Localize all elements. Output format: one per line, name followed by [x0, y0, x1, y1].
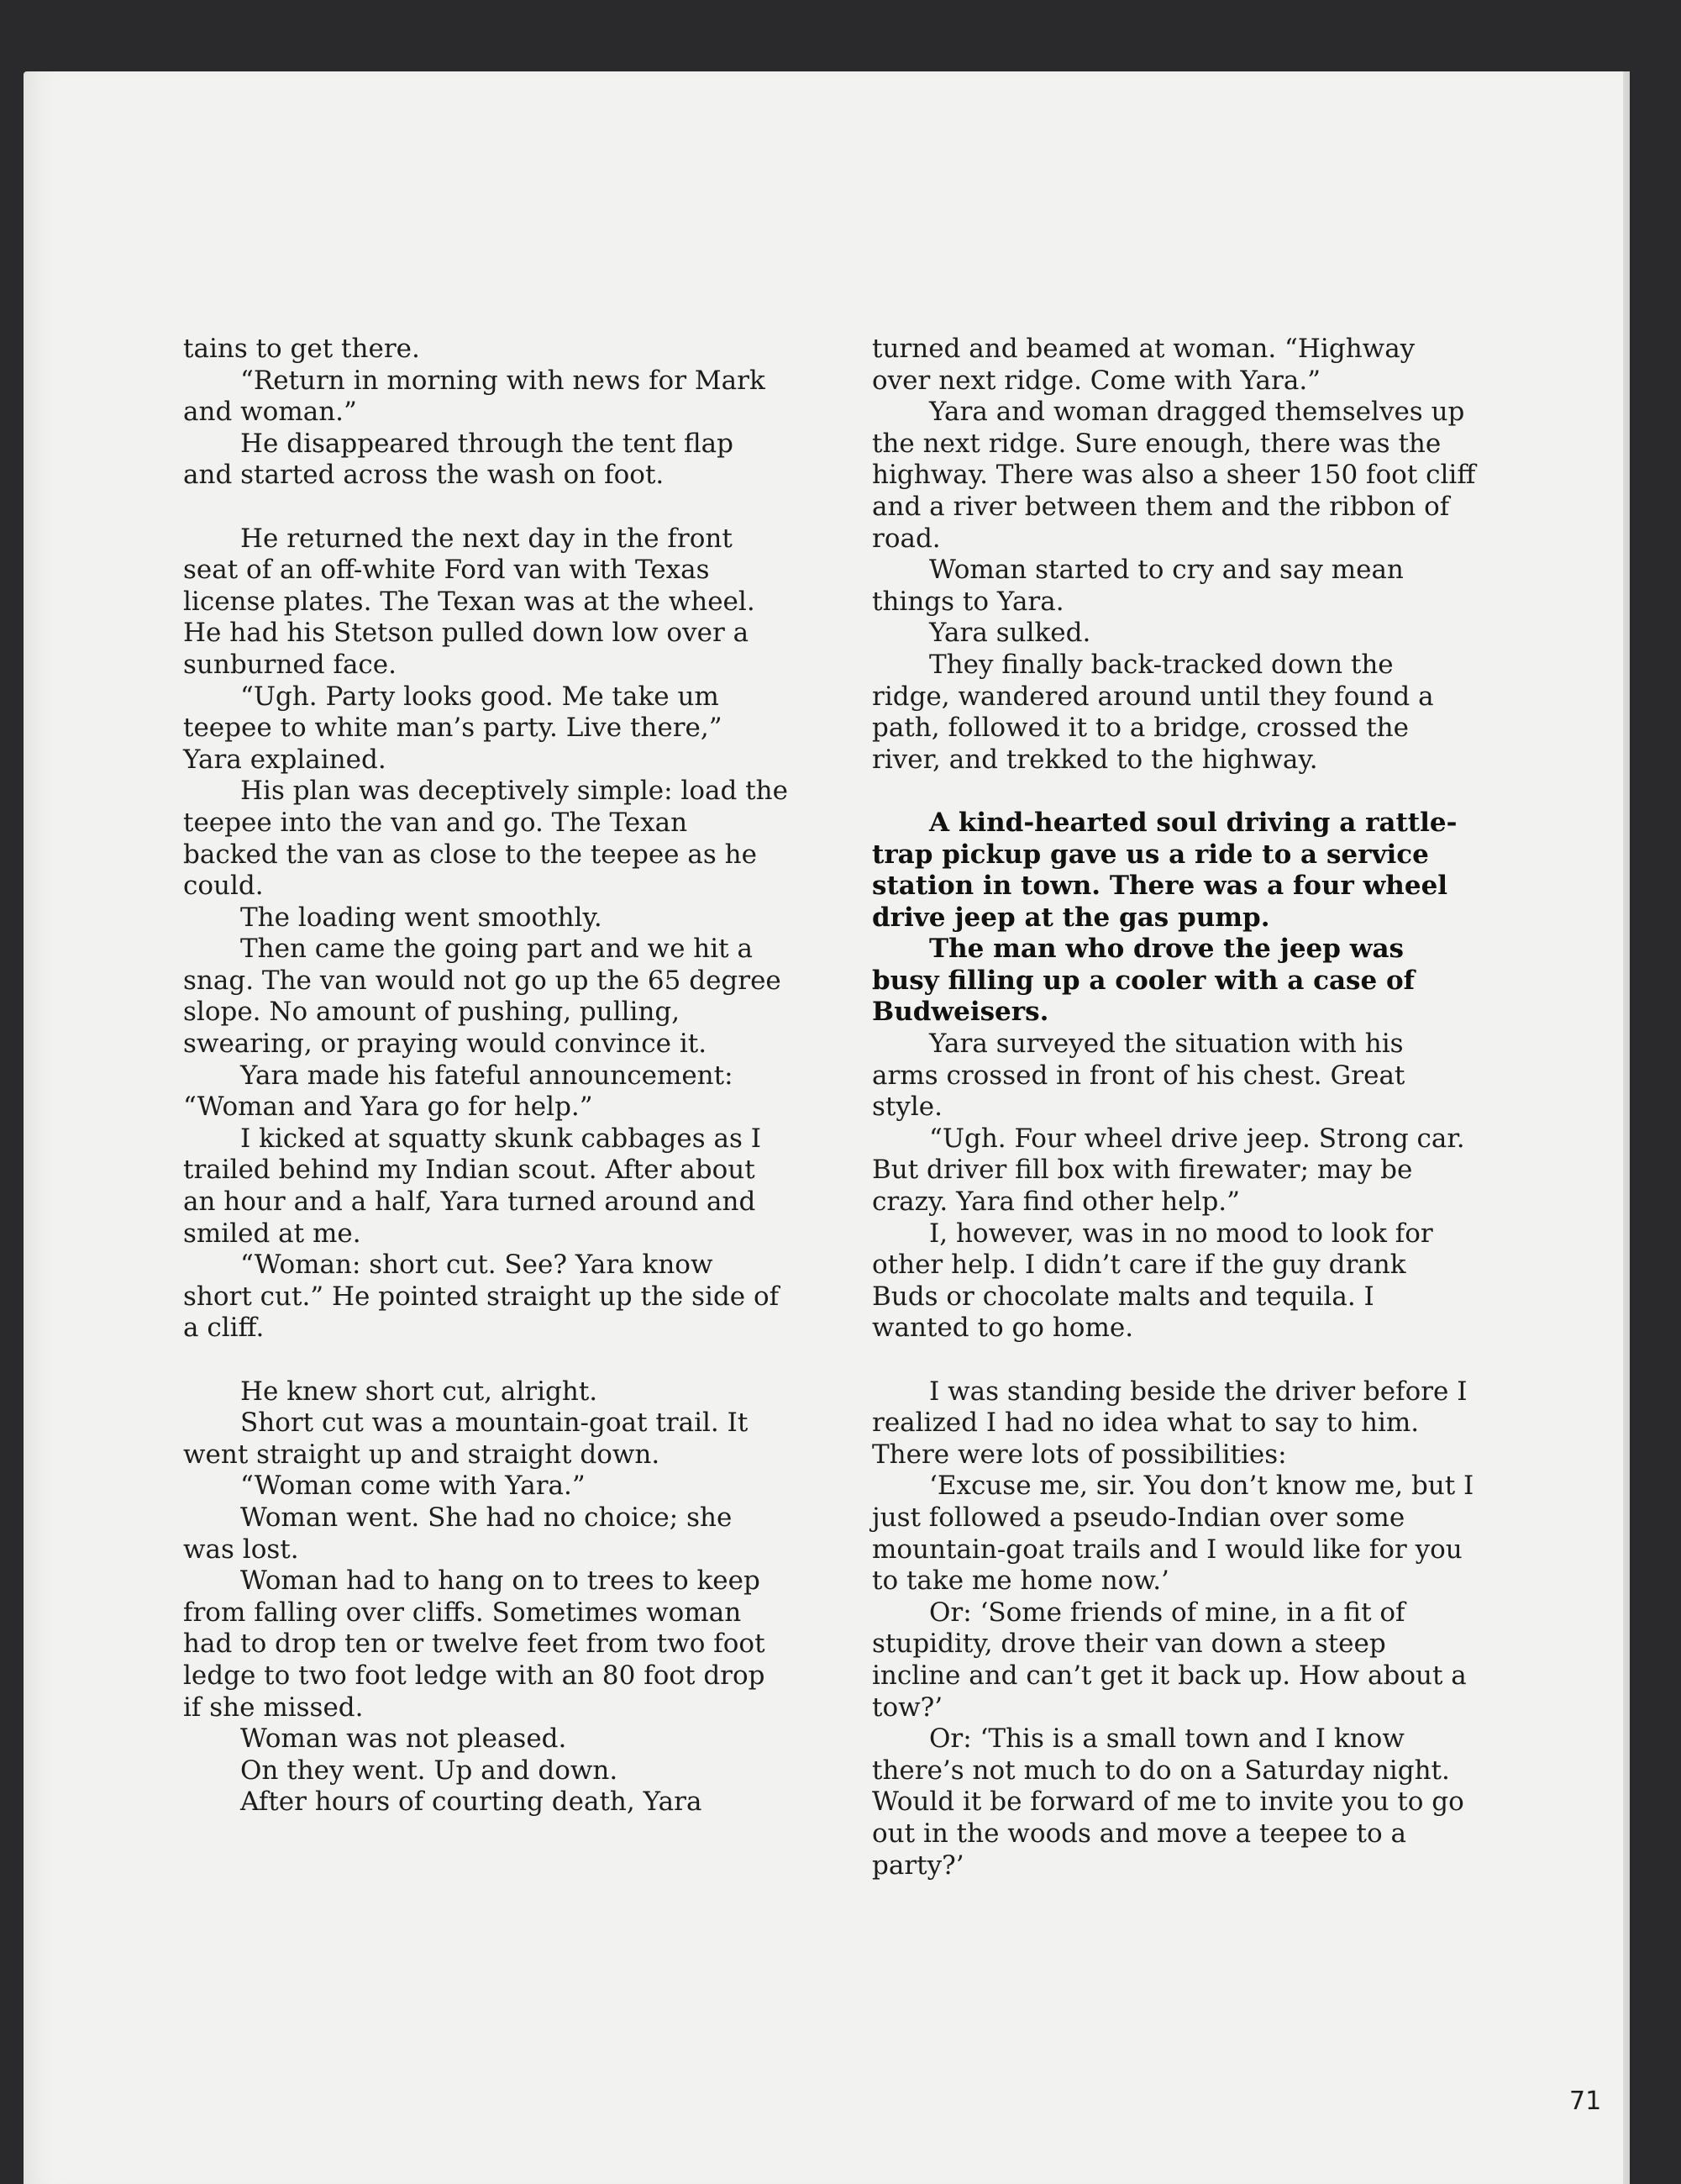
right-text-column — [872, 334, 1477, 1881]
paragraph: They finally back-tracked down the ridge, wandered around until they found a path, followed it to a bridge, crossed the river, and trekked to the highway. — [872, 649, 1434, 775]
paragraph-gap — [183, 1345, 788, 1376]
paragraph: “Woman come with Yara.” — [240, 1471, 586, 1502]
paragraph: Woman had to hang on to trees to keep from falling over cliffs. Sometimes woman had to drop ten or twelve feet from two foot ledge to two foot ledge with an 80 foot drop if she missed. — [183, 1566, 765, 1723]
paragraph: I kicked at squatty skunk cabbages as I trailed behind my Indian scout. After about an hour and a half, Yara turned around and smiled at me. — [183, 1123, 761, 1249]
paragraph: His plan was deceptively simple: load the teepee into the van and go. The Texan backed the van as close to the teepee as he could. — [183, 776, 788, 902]
paragraph: The loading went smoothly. — [240, 902, 602, 933]
paragraph: He disappeared through the tent flap and started across the wash on foot. — [183, 428, 734, 491]
paragraph: Woman was not pleased. — [240, 1724, 567, 1755]
paragraph: “Woman: short cut. See? Yara know short cut.” He pointed straight up the side of a cliff. — [183, 1250, 780, 1344]
paragraph: Or: ‘This is a small town and I know there’s not much to do on a Saturday night. Would it be forward of me to invite you to go out in the woods and move a teepee to a party?’ — [872, 1724, 1464, 1881]
paragraph-gap — [872, 776, 1477, 808]
paragraph: Yara and woman dragged themselves up the next ridge. Sure enough, there was the highway. There was also a sheer 150 foot cliff and a river between them and the ribbon of road. — [872, 397, 1476, 554]
paragraph: He returned the next day in the front seat of an off-white Ford van with Texas license plates. The Texan was at the wheel. He had his Stetson pulled down low over a sunburned face. — [183, 523, 755, 680]
paragraph-gap — [183, 492, 788, 524]
paragraph: Short cut was a mountain-goat trail. It went straight up and straight down. — [183, 1408, 749, 1470]
paragraph: Woman went. She had no choice; she was lost. — [183, 1502, 733, 1565]
paragraph: ‘Excuse me, sir. You don’t know me, but I just followed a pseudo-Indian over some mountain-goat trails and I would like for you to take me home now.’ — [872, 1471, 1474, 1597]
paragraph: turned and beamed at woman. “Highway over next ridge. Come with Yara.” — [872, 334, 1416, 396]
paragraph: tains to get there. — [183, 334, 420, 364]
page-edge — [1623, 71, 1630, 2184]
paragraph: I was standing beside the driver before I realized I had no idea what to say to him. There were lots of possibilities: — [872, 1376, 1468, 1470]
paragraph: After hours of courting death, Yara — [240, 1787, 702, 1818]
paragraph: Or: ‘Some friends of mine, in a fit of stupidity, drove their van down a steep incline and can’t get it back up. How about a tow?’ — [872, 1597, 1467, 1723]
paragraph: He knew short cut, alright. — [240, 1376, 598, 1407]
paragraph: “Return in morning with news for Mark and woman.” — [183, 365, 765, 428]
paragraph: Yara surveyed the situation with his arms crossed in front of his chest. Great style. — [872, 1029, 1405, 1123]
paragraph: I, however, was in no mood to look for other help. I didn’t care if the guy drank Buds or chocolate malts and tequila. I wanted to go home. — [872, 1218, 1433, 1344]
paragraph: Woman started to cry and say mean things to Yara. — [872, 555, 1404, 617]
paragraph: The man who drove the jeep was busy filling up a cooler with a case of Budweisers. — [872, 934, 1416, 1028]
paragraph-gap — [872, 1345, 1477, 1376]
paragraph: Yara made his fateful announcement: “Woman and Yara go for help.” — [183, 1060, 733, 1123]
book-page — [24, 71, 1630, 2184]
paragraph: “Ugh. Party looks good. Me take um teepee to white man’s party. Live there,” Yara explained. — [183, 681, 722, 775]
paragraph: On they went. Up and down. — [240, 1755, 618, 1786]
paragraph: Yara sulked. — [929, 618, 1091, 649]
paragraph: Then came the going part and we hit a snag. The van would not go up the 65 degree slope. No amount of pushing, pulling, swearing, or praying would convince it. — [183, 934, 781, 1060]
paragraph: “Ugh. Four wheel drive jeep. Strong car. But driver fill box with firewater; may be crazy. Yara find other help.” — [872, 1123, 1465, 1218]
left-text-column — [183, 334, 788, 1818]
page-number: 71 — [1569, 2087, 1602, 2116]
paragraph: A kind-hearted soul driving a rattle-trap pickup gave us a ride to a service station in town. There was a four wheel drive jeep at the gas pump. — [872, 807, 1458, 933]
